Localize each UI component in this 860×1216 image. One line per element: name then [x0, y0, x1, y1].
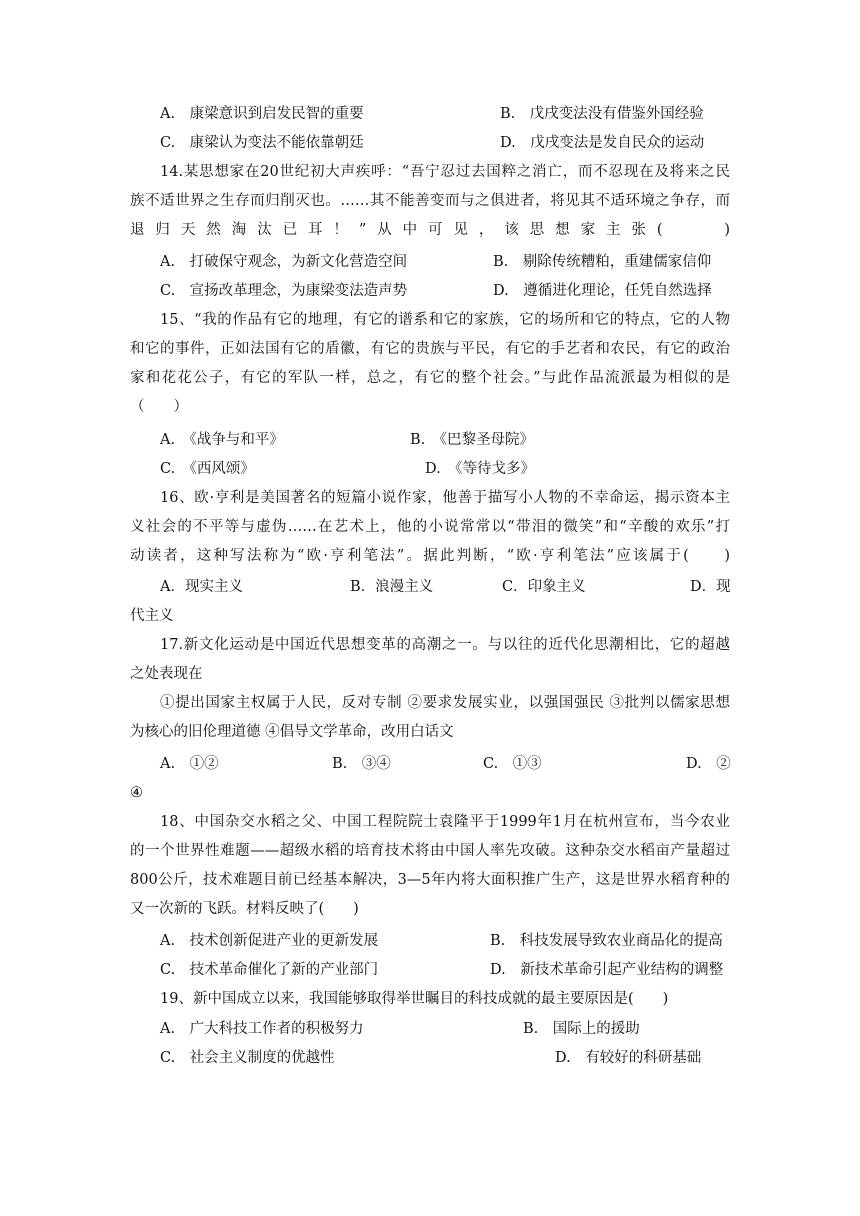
option-A: A. 打破保守观念，为新文化营造空间 — [160, 254, 408, 270]
option-B: B. 剔除传统糟粕，重建儒家信仰 — [493, 254, 712, 270]
option-C: C. 技术革命催化了新的产业部门 — [160, 962, 379, 978]
stem-line: （ ） — [130, 399, 188, 415]
stem-line: 为核心的旧伦理道德 ④倡导文学革命，改用白话文 — [130, 724, 454, 740]
option-C: C. ①③ — [483, 756, 542, 772]
option-D: D. 遵循进化理论，任凭自然选择 — [493, 283, 712, 299]
stem-line: 15、“我的作品有它的地理，有它的谱系和它的家族，它的场所和它的特点，它的人物 — [160, 312, 730, 328]
stem-line: 18、中国杂交水稻之父、中国工程院院士袁隆平于1999年1月在杭州宣布，当今农业 — [160, 814, 730, 830]
option-A: A. 康梁意识到启发民智的重要 — [160, 106, 364, 122]
option-C: C. 康梁认为变法不能依靠朝廷 — [160, 135, 364, 151]
option-A: A．现实主义 — [160, 579, 243, 595]
stem-line: 的一个世界性难题——超级水稻的培育技术将由中国人率先攻破。这种杂交水稻亩产量超过 — [130, 843, 730, 859]
option-B: B．浪漫主义 — [350, 579, 434, 595]
stem-line: 19、新中国成立以来，我国能够取得举世瞩目的科技成就的最主要原因是( ) — [160, 991, 669, 1007]
option-A: A. ①② — [160, 756, 219, 772]
option-D: D. 戊戌变法是发自民众的运动 — [500, 135, 705, 151]
option-D: D. 有较好的科研基础 — [555, 1050, 702, 1066]
option-A: A. 广大科技工作者的积极努力 — [160, 1021, 364, 1037]
option-B: B. ③④ — [332, 756, 391, 772]
option-B: B. 戊戌变法没有借鉴外国经验 — [500, 106, 704, 122]
option-C: C. 宣扬改革理念，为康梁变法造声势 — [160, 283, 408, 299]
stem-line: 退归天然淘汰已耳！”从中可见，该思想家主张( ) — [130, 222, 730, 238]
option-B: B. 《巴黎圣母院》 — [410, 432, 535, 448]
stem-line: 家和花花公子，有它的军队一样，总之，有它的整个社会。”与此作品流派最为相似的是 — [130, 370, 730, 386]
stem-line: 和它的事件，正如法国有它的盾徽，有它的贵族与平民，有它的手艺者和农民，有它的政治 — [130, 341, 730, 357]
option-B: B. 国际上的援助 — [523, 1021, 640, 1037]
stem-line: ①提出国家主权属于人民，反对专制 ②要求发展实业，以强国强民 ③批判以儒家思想 — [160, 695, 730, 711]
stem-line: 16、欧·亨利是美国著名的短篇小说作家，他善于描写小人物的不幸命运，揭示资本主 — [160, 490, 730, 506]
option-A: A. 技术创新促进产业的更新发展 — [160, 933, 379, 949]
option-C: C. 《西风颂》 — [160, 461, 255, 477]
option-D: D. 新技术革命引起产业结构的调整 — [490, 962, 724, 978]
stem-line: 之处表现在 — [130, 666, 203, 682]
stem-line: 族不适世界之生存而归削灭也。……其不能善变而与之俱进者，将见其不适环境之争存，而 — [130, 193, 730, 209]
option-B: B. 科技发展导致农业商品化的提高 — [490, 933, 723, 949]
stem-line: 动读者，这种写法称为“欧·亨利笔法”。据此判断，“欧·亨利笔法”应该属于( ) — [130, 548, 730, 564]
stem-line: 又一次新的飞跃。材料反映了( ) — [130, 901, 359, 917]
option-D: D. ② — [686, 756, 731, 772]
stem-line: 义社会的不平等与虚伪……在艺术上，他的小说常常以“带泪的微笑”和“辛酸的欢乐”打 — [130, 519, 730, 535]
option-C: C. 社会主义制度的优越性 — [160, 1050, 335, 1066]
stem-line: 17.新文化运动是中国近代思想变革的高潮之一。与以往的近代化思潮相比，它的超越 — [160, 637, 730, 653]
option-D-wrap: ④ — [130, 785, 143, 801]
stem-line: 800公斤，技术难题目前已经基本解决，3—5年内将大面积推广生产，这是世界水稻育种的 — [130, 872, 730, 888]
option-D-wrap: 代主义 — [130, 608, 174, 624]
option-C: C．印象主义 — [502, 579, 586, 595]
option-D: D. 《等待戈多》 — [425, 461, 535, 477]
stem-line: 14.某思想家在20世纪初大声疾呼：“吾宁忍过去国粹之消亡，而不忍现在及将来之民 — [160, 164, 730, 180]
option-A: A. 《战争与和平》 — [160, 432, 284, 448]
option-D: D．现 — [690, 579, 731, 595]
